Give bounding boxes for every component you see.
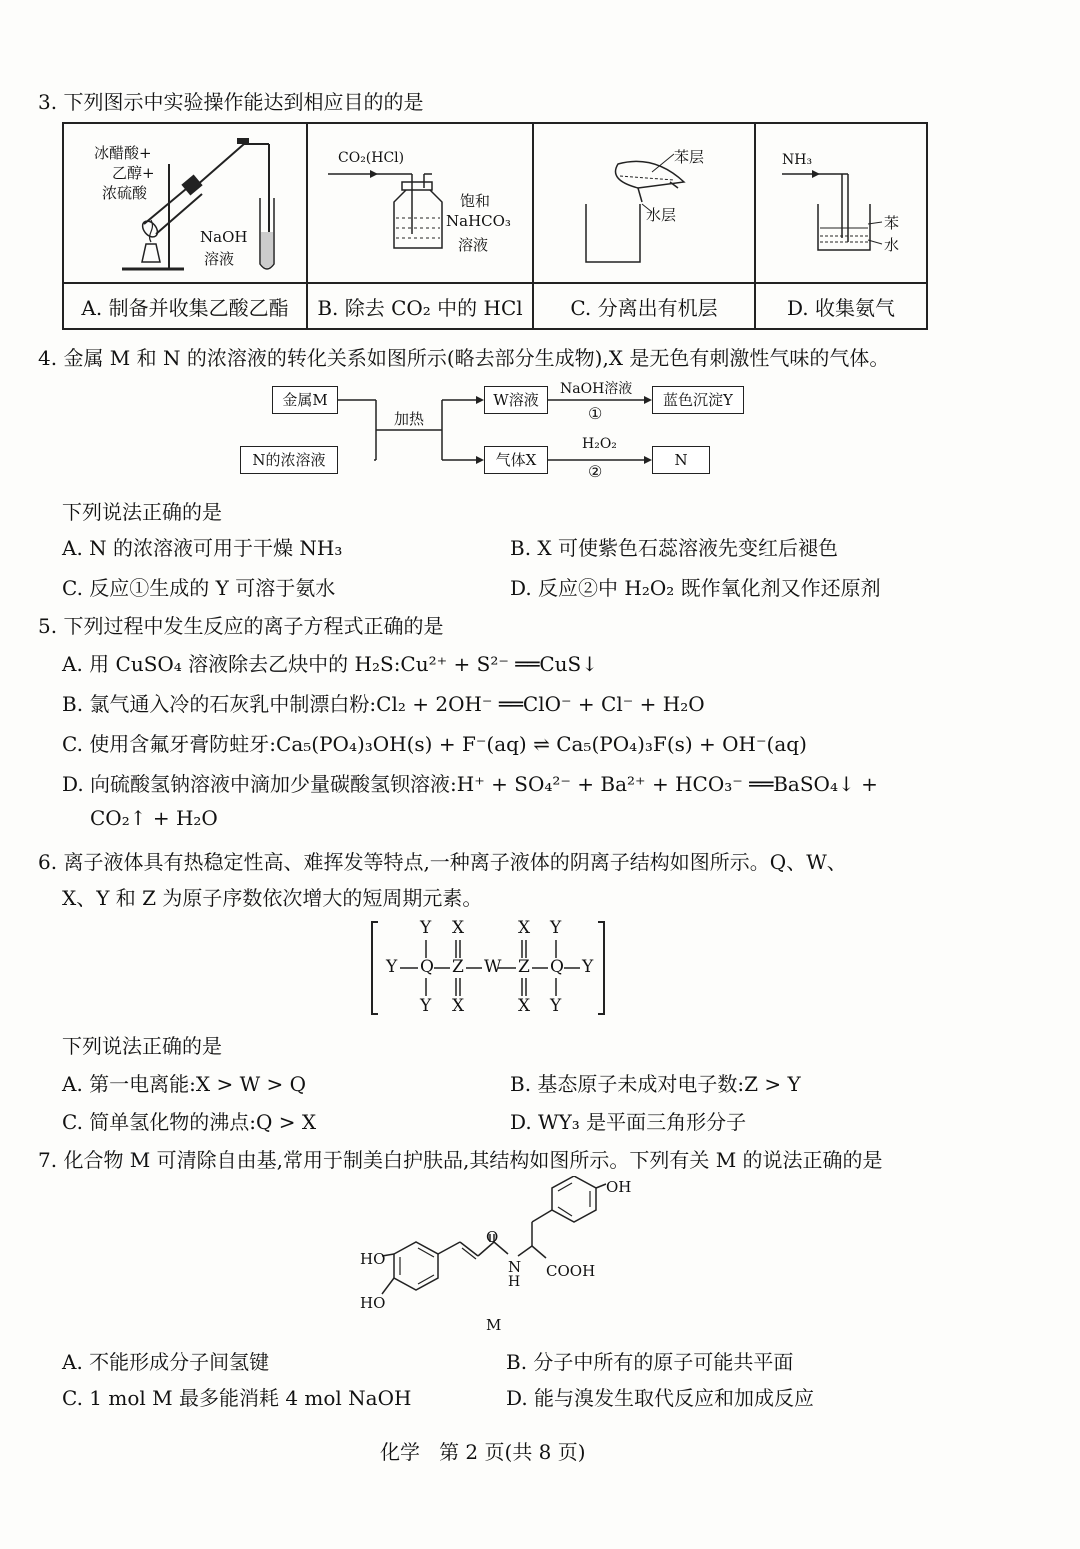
label-water: 水 — [884, 236, 900, 254]
label-benzene: 苯 — [884, 214, 900, 232]
label-ho-lower: HO — [360, 1294, 386, 1312]
label-solution-b: 溶液 — [458, 236, 489, 254]
label-amide-h: H — [508, 1274, 521, 1290]
apparatus-c-drawing — [534, 124, 754, 280]
q7-option-c: C. 1 mol M 最多能消耗 4 mol NaOH — [62, 1386, 412, 1410]
box-blue-precipitate-y: 蓝色沉淀Y — [652, 386, 744, 414]
box-w-solution: W溶液 — [484, 386, 548, 414]
q3-stem: 3. 下列图示中实验操作能达到相应目的的是 — [38, 90, 424, 114]
label-nh3: NH₃ — [782, 152, 813, 168]
atom-x-bottom-2: X — [518, 996, 531, 1016]
atom-z-right: Z — [518, 957, 530, 977]
q4-option-b: B. X 可使紫色石蕊溶液先变红后褪色 — [510, 536, 839, 560]
box-metal-m: 金属M — [272, 386, 338, 414]
label-heating: 加热 — [394, 410, 425, 428]
label-conc-sulfuric-acid: 浓硫酸 — [102, 184, 148, 202]
q3-figure-c — [533, 123, 755, 283]
label-naoh-solution: NaOH溶液 — [560, 381, 633, 397]
q5-option-d-continued: CO₂↑ + H₂O — [90, 806, 218, 830]
q4-option-a: A. N 的浓溶液可用于干燥 NH₃ — [62, 536, 343, 560]
apparatus-d-drawing — [756, 124, 926, 280]
label-amide-n: N — [508, 1258, 522, 1276]
q3-caption-c: C. 分离出有机层 — [533, 283, 755, 329]
atom-y-top-1: Y — [420, 918, 432, 938]
atom-x-top-2: X — [518, 918, 531, 938]
q3-caption-d: D. 收集氨气 — [755, 283, 927, 329]
atom-y-right: Y — [582, 957, 594, 977]
atom-z-left: Z — [452, 957, 464, 977]
label-benzene-layer: 苯层 — [674, 148, 705, 166]
atom-q-left: Q — [420, 957, 434, 977]
atom-y-top-2: Y — [550, 918, 562, 938]
atom-y-bottom-2: Y — [550, 996, 562, 1016]
label-nahco3: NaHCO₃ — [446, 212, 511, 230]
q7-option-b: B. 分子中所有的原子可能共平面 — [506, 1350, 794, 1374]
atom-y-bottom-1: Y — [420, 996, 432, 1016]
atom-q-right: Q — [550, 957, 564, 977]
label-co2-hcl: CO₂(HCl) — [338, 150, 405, 166]
page-footer: 化学 第 2 页(共 8 页) — [380, 1440, 586, 1464]
label-naoh: NaOH — [200, 228, 248, 246]
q7-skeletal-formula — [352, 1176, 632, 1326]
apparatus-b-drawing — [308, 124, 532, 280]
q4-option-d: D. 反应②中 H₂O₂ 既作氧化剂又作还原剂 — [510, 576, 881, 600]
q3-figure-b — [307, 123, 533, 283]
q6-stem-line1: 6. 离子液体具有热稳定性高、难挥发等特点,一种离子液体的阴离子结构如图所示。Q、W、 — [38, 850, 847, 874]
q5-stem: 5. 下列过程中发生反应的离子方程式正确的是 — [38, 614, 444, 638]
label-water-layer: 水层 — [646, 206, 677, 224]
q4-prompt: 下列说法正确的是 — [62, 500, 222, 524]
box-n-concentrated: N的浓溶液 — [240, 446, 338, 474]
q7-stem: 7. 化合物 M 可清除自由基,常用于制美白护肤品,其结构如图所示。下列有关 M 的说法正确的是 — [38, 1148, 883, 1172]
box-product-n: N — [652, 446, 710, 474]
q6-prompt: 下列说法正确的是 — [62, 1034, 222, 1058]
q6-option-b: B. 基态原子未成对电子数:Z > Y — [510, 1072, 801, 1096]
label-solution: 溶液 — [204, 250, 235, 268]
atom-y-left: Y — [386, 957, 398, 977]
q7-option-a: A. 不能形成分子间氢键 — [62, 1350, 270, 1374]
q3-caption-b: B. 除去 CO₂ 中的 HCl — [307, 283, 533, 329]
label-ethanol: 乙醇+ — [112, 164, 155, 182]
q6-option-d: D. WY₃ 是平面三角形分子 — [510, 1110, 747, 1134]
atom-x-bottom-1: X — [452, 996, 465, 1016]
q6-option-c: C. 简单氢化物的沸点:Q > X — [62, 1110, 317, 1134]
label-cooh: COOH — [546, 1262, 596, 1280]
q5-option-d: D. 向硫酸氢钠溶液中滴加少量碳酸氢钡溶液:H⁺ + SO₄²⁻ + Ba²⁺ + HCO₃⁻ ══BaSO₄↓ + — [62, 772, 878, 796]
label-oh-top: OH — [606, 1178, 632, 1196]
q3-figure-a — [63, 123, 307, 283]
label-step-1: ① — [588, 404, 603, 423]
q3-caption-a: A. 制备并收集乙酸乙酯 — [63, 283, 307, 329]
q3-figure-table — [62, 122, 928, 330]
q6-stem-line2: X、Y 和 Z 为原子序数依次增大的短周期元素。 — [62, 886, 483, 910]
atom-x-top-1: X — [452, 918, 465, 938]
label-saturated: 饱和 — [460, 192, 491, 210]
q7-option-d: D. 能与溴发生取代反应和加成反应 — [506, 1386, 815, 1410]
q4-stem: 4. 金属 M 和 N 的浓溶液的转化关系如图所示(略去部分生成物),X 是无色有刺激性气味的气体。 — [38, 346, 890, 370]
label-h2o2: H₂O₂ — [582, 436, 617, 452]
q5-option-a: A. 用 CuSO₄ 溶液除去乙炔中的 H₂S:Cu²⁺ + S²⁻ ══CuS↓ — [62, 652, 599, 676]
q5-option-c: C. 使用含氟牙膏防蛀牙:Ca₅(PO₄)₃OH(s) + F⁻(aq) ⇌ Ca₅(PO₄)₃F(s) + OH⁻(aq) — [62, 732, 807, 756]
q3-figure-d — [755, 123, 927, 283]
label-glacial-acetic-acid: 冰醋酸+ — [94, 144, 152, 162]
q5-option-b: B. 氯气通入冷的石灰乳中制漂白粉:Cl₂ + 2OH⁻ ══ClO⁻ + Cl⁻ + H₂O — [62, 692, 705, 716]
q6-option-a: A. 第一电离能:X > W > Q — [62, 1072, 307, 1096]
label-ho-upper: HO — [360, 1250, 386, 1268]
label-carbonyl-o: O — [486, 1228, 499, 1246]
q4-option-c: C. 反应①生成的 Y 可溶于氨水 — [62, 576, 336, 600]
atom-w: W — [484, 957, 502, 977]
label-compound-m: M — [486, 1316, 502, 1334]
box-gas-x: 气体X — [484, 446, 548, 474]
label-step-2: ② — [588, 462, 603, 481]
